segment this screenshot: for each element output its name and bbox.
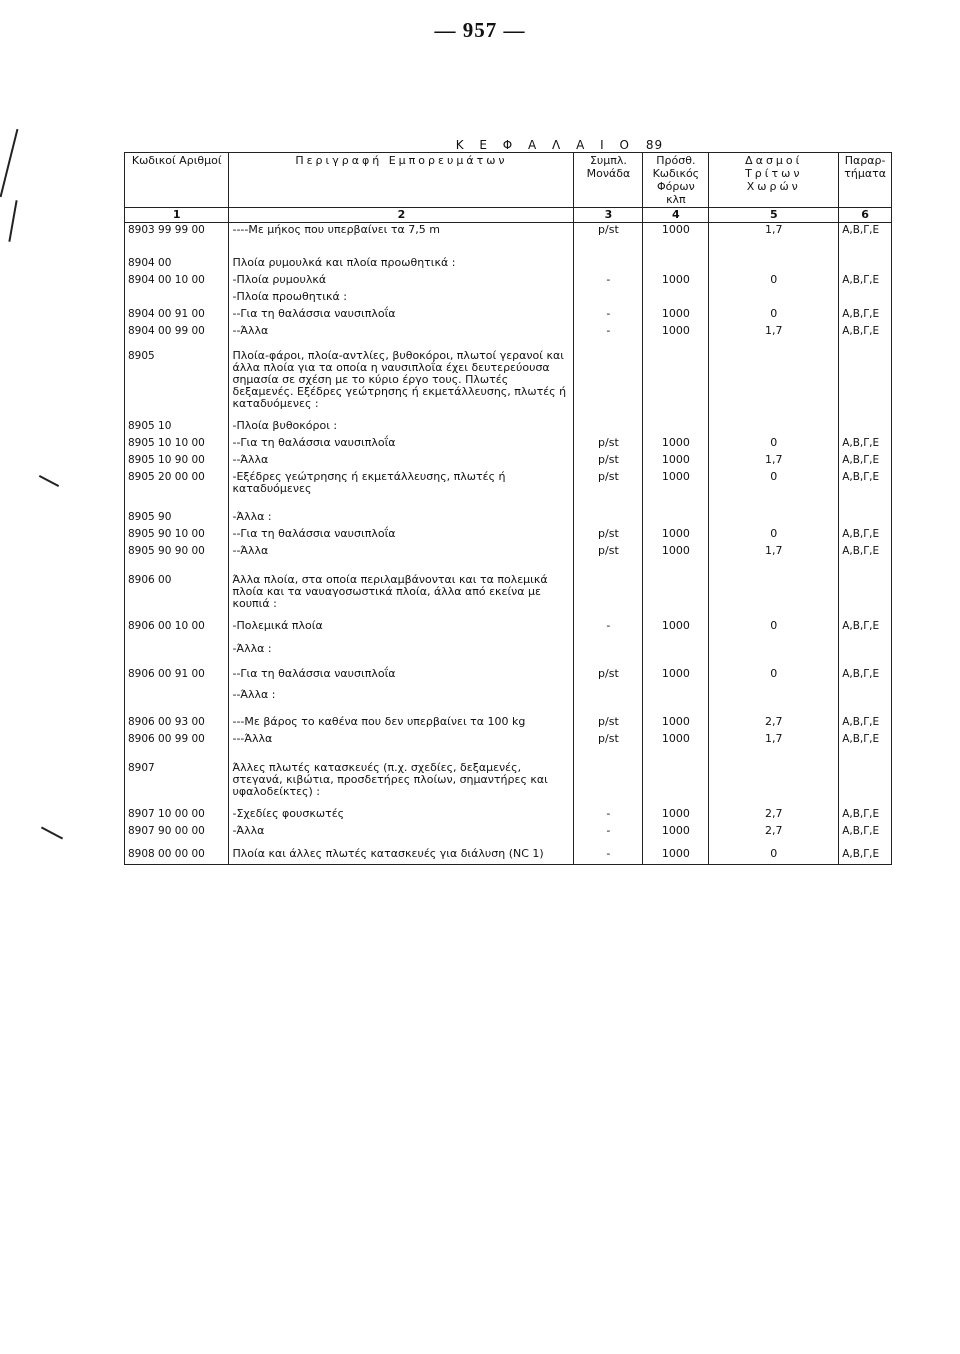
spacer-cell	[229, 240, 574, 256]
spacer-cell	[125, 611, 229, 619]
duty-rate-cell	[709, 256, 839, 273]
spacer-cell	[643, 659, 709, 667]
tariff-code: 8903 99 99 00	[125, 223, 229, 241]
tariff-code: 8908 00 00 00	[125, 847, 229, 865]
tariff-code: 8904 00 91 00	[125, 307, 229, 324]
tariff-code: 8904 00 10 00	[125, 273, 229, 290]
page-number: — 957 —	[434, 18, 526, 42]
description-cell: ----Με μήκος που υπερβαίνει τα 7,5 m	[229, 223, 574, 241]
table-row	[125, 510, 892, 527]
spacer-cell	[574, 240, 643, 256]
notes-cell: Α,Β,Γ,Ε	[839, 847, 892, 865]
table-row	[125, 419, 892, 436]
spacer-cell	[643, 411, 709, 419]
notes-cell	[839, 349, 892, 411]
spacer-cell	[709, 496, 839, 510]
duty-rate-cell: 0	[709, 307, 839, 324]
header-rates-1: Δασμοί	[745, 154, 803, 167]
spacer-cell	[574, 749, 643, 761]
notes-cell	[839, 419, 892, 436]
header-unit-top: Συμπλ.	[589, 154, 627, 167]
unit-cell: p/st	[574, 436, 643, 453]
notes-cell: Α,Β,Γ,Ε	[839, 619, 892, 636]
notes-cell: Α,Β,Γ,Ε	[839, 732, 892, 749]
description-cell: -Άλλα :	[229, 510, 574, 527]
table-row	[125, 223, 892, 241]
tariff-code: 8907	[125, 761, 229, 799]
tariff-table	[124, 138, 892, 865]
notes-cell: Α,Β,Γ,Ε	[839, 324, 892, 341]
notes-cell: Α,Β,Γ,Ε	[839, 273, 892, 290]
tariff-code: 8905 10 10 00	[125, 436, 229, 453]
header-codes: Κωδικοί Αριθμοί	[125, 153, 229, 208]
additional-code-cell: 1000	[643, 807, 709, 824]
spacer-cell	[574, 341, 643, 349]
description-cell: Πλοία και άλλες πλωτές κατασκευές για διάλυση (NC 1)	[229, 847, 574, 865]
row-spacer	[125, 749, 892, 761]
spacer-cell	[709, 705, 839, 715]
unit-cell: -	[574, 307, 643, 324]
description-cell: -Πολεμικά πλοία	[229, 619, 574, 636]
duty-rate-cell: 0	[709, 527, 839, 544]
spacer-cell	[229, 749, 574, 761]
spacer-cell	[643, 799, 709, 807]
unit-cell: p/st	[574, 544, 643, 561]
tariff-code: 8906 00 10 00	[125, 619, 229, 636]
spacer-cell	[709, 341, 839, 349]
header-notes	[839, 153, 892, 208]
header-rates-3: Χωρών	[746, 180, 801, 193]
spacer-cell	[643, 341, 709, 349]
chapter-heading	[125, 138, 892, 153]
duty-rate-cell: 1,7	[709, 223, 839, 241]
table-row	[125, 324, 892, 341]
description-cell: --Για τη θαλάσσια ναυσιπλοΐα	[229, 667, 574, 684]
additional-code-cell: 1000	[643, 470, 709, 496]
table-row	[125, 619, 892, 636]
notes-cell	[839, 573, 892, 611]
spacer-cell	[574, 496, 643, 510]
tariff-code: 8906 00 93 00	[125, 715, 229, 732]
duty-rate-cell: 0	[709, 619, 839, 636]
additional-code-cell	[643, 510, 709, 527]
notes-cell: Α,Β,Γ,Ε	[839, 527, 892, 544]
spacer-cell	[643, 561, 709, 573]
header-notes-2: τήματα	[844, 167, 886, 180]
spacer-cell	[709, 561, 839, 573]
duty-rate-cell: 1,7	[709, 732, 839, 749]
table-row	[125, 544, 892, 561]
spacer-cell	[839, 659, 892, 667]
header-unit	[574, 153, 643, 208]
description-cell: -Εξέδρες γεώτρησης ή εκμετάλλευσης, πλωτές ή καταδυόμενες	[229, 470, 574, 496]
description-cell: --Για τη θαλάσσια ναυσιπλοΐα	[229, 527, 574, 544]
notes-cell: Α,Β,Γ,Ε	[839, 544, 892, 561]
additional-code-cell: 1000	[643, 436, 709, 453]
column-number: 1	[125, 208, 229, 223]
spacer-cell	[125, 411, 229, 419]
description-cell: Πλοία ρυμουλκά και πλοία προωθητικά :	[229, 256, 574, 273]
duty-rate-cell: 1,7	[709, 453, 839, 470]
description-cell: Άλλες πλωτές κατασκευές (π.χ. σχεδίες, δεξαμενές, στεγανά, κιβώτια, προσδετήρες πλοίων, σημαντήρες και υφαλοδείκτες) :	[229, 761, 574, 799]
tariff-code: 8904 00 99 00	[125, 324, 229, 341]
additional-code-cell: 1000	[643, 715, 709, 732]
unit-cell: p/st	[574, 223, 643, 241]
duty-rate-cell: 0	[709, 436, 839, 453]
additional-code-cell	[643, 290, 709, 307]
unit-cell	[574, 349, 643, 411]
scan-mark	[0, 129, 18, 197]
spacer-cell	[229, 411, 574, 419]
tariff-code: 8905 10 90 00	[125, 453, 229, 470]
notes-cell	[839, 642, 892, 659]
duty-rate-cell: 0	[709, 273, 839, 290]
column-number: 6	[839, 208, 892, 223]
description-cell: -Πλοία προωθητικά :	[229, 290, 574, 307]
spacer-cell	[229, 341, 574, 349]
additional-code-cell	[643, 349, 709, 411]
additional-code-cell: 1000	[643, 667, 709, 684]
spacer-cell	[125, 705, 229, 715]
duty-rate-cell	[709, 510, 839, 527]
duty-rate-cell: 2,7	[709, 715, 839, 732]
table-row	[125, 688, 892, 705]
tariff-code	[125, 642, 229, 659]
row-spacer	[125, 705, 892, 715]
additional-code-cell	[643, 573, 709, 611]
tariff-code: 8905 10	[125, 419, 229, 436]
header-additional-code	[643, 153, 709, 208]
spacer-cell	[125, 561, 229, 573]
unit-cell	[574, 573, 643, 611]
notes-cell: Α,Β,Γ,Ε	[839, 307, 892, 324]
spacer-cell	[229, 705, 574, 715]
tariff-code: 8906 00	[125, 573, 229, 611]
unit-cell	[574, 256, 643, 273]
notes-cell: Α,Β,Γ,Ε	[839, 470, 892, 496]
unit-cell	[574, 642, 643, 659]
column-number: 5	[709, 208, 839, 223]
table-row	[125, 715, 892, 732]
notes-cell	[839, 761, 892, 799]
additional-code-cell: 1000	[643, 732, 709, 749]
spacer-cell	[709, 749, 839, 761]
table-row	[125, 732, 892, 749]
table-row	[125, 307, 892, 324]
unit-cell	[574, 510, 643, 527]
spacer-cell	[574, 611, 643, 619]
row-spacer	[125, 659, 892, 667]
notes-cell: Α,Β,Γ,Ε	[839, 715, 892, 732]
tariff-code: 8905 90 10 00	[125, 527, 229, 544]
spacer-cell	[574, 411, 643, 419]
spacer-cell	[839, 799, 892, 807]
table-row	[125, 470, 892, 496]
spacer-cell	[125, 749, 229, 761]
tariff-code: 8906 00 99 00	[125, 732, 229, 749]
unit-cell	[574, 761, 643, 799]
row-spacer	[125, 561, 892, 573]
scan-mark	[39, 475, 59, 487]
header-code-bottom: Φόρων κλπ	[657, 180, 695, 206]
description-cell: -Άλλα :	[229, 642, 574, 659]
tariff-code: 8905 90	[125, 510, 229, 527]
notes-cell	[839, 688, 892, 705]
notes-cell: Α,Β,Γ,Ε	[839, 667, 892, 684]
unit-cell: -	[574, 619, 643, 636]
description-cell: --Άλλα	[229, 544, 574, 561]
row-spacer	[125, 240, 892, 256]
table-row	[125, 824, 892, 841]
unit-cell: p/st	[574, 667, 643, 684]
notes-cell: Α,Β,Γ,Ε	[839, 453, 892, 470]
spacer-cell	[709, 411, 839, 419]
spacer-cell	[839, 411, 892, 419]
table-row	[125, 642, 892, 659]
table-row	[125, 527, 892, 544]
row-spacer	[125, 611, 892, 619]
spacer-cell	[643, 705, 709, 715]
spacer-cell	[839, 749, 892, 761]
duty-rate-cell	[709, 642, 839, 659]
spacer-cell	[229, 799, 574, 807]
header-code-top: Πρόσθ.	[656, 154, 696, 167]
additional-code-cell: 1000	[643, 453, 709, 470]
spacer-cell	[709, 611, 839, 619]
unit-cell	[574, 419, 643, 436]
spacer-cell	[229, 561, 574, 573]
column-number: 3	[574, 208, 643, 223]
tariff-code: 8905	[125, 349, 229, 411]
unit-cell: p/st	[574, 453, 643, 470]
additional-code-cell	[643, 642, 709, 659]
duty-rate-cell: 0	[709, 667, 839, 684]
spacer-cell	[709, 799, 839, 807]
spacer-cell	[125, 799, 229, 807]
tariff-code: 8904 00	[125, 256, 229, 273]
description-cell: --Για τη θαλάσσια ναυσιπλοΐα	[229, 436, 574, 453]
description-cell: ---Με βάρος το καθένα που δεν υπερβαίνει τα 100 kg	[229, 715, 574, 732]
spacer-cell	[643, 611, 709, 619]
additional-code-cell: 1000	[643, 619, 709, 636]
spacer-cell	[125, 659, 229, 667]
unit-cell: -	[574, 847, 643, 865]
duty-rate-cell: 1,7	[709, 324, 839, 341]
additional-code-cell: 1000	[643, 307, 709, 324]
spacer-cell	[229, 611, 574, 619]
notes-cell	[839, 510, 892, 527]
spacer-cell	[839, 705, 892, 715]
duty-rate-cell: 1,7	[709, 544, 839, 561]
spacer-cell	[229, 496, 574, 510]
description-cell: --Άλλα	[229, 453, 574, 470]
additional-code-cell: 1000	[643, 824, 709, 841]
scan-mark	[8, 200, 17, 242]
spacer-cell	[574, 659, 643, 667]
spacer-cell	[125, 496, 229, 510]
spacer-cell	[574, 705, 643, 715]
table-row	[125, 573, 892, 611]
description-cell: ---Άλλα	[229, 732, 574, 749]
additional-code-cell	[643, 419, 709, 436]
unit-cell: -	[574, 324, 643, 341]
header-unit-bottom: Μονάδα	[586, 167, 631, 180]
additional-code-cell: 1000	[643, 847, 709, 865]
table-row	[125, 453, 892, 470]
tariff-code	[125, 688, 229, 705]
description-cell: Πλοία-φάροι, πλοία-αντλίες, βυθοκόροι, πλωτοί γερανοί και άλλα πλοία για τα οποία η ναυσιπλοΐα έχει δευτερεύουσα σημασία σε σχέση με το κύριο έργο τους. Πλωτές δεξαμενές. Εξέδρες γεώτρησης ή εκμετάλλευσης, πλωτές ή καταδυόμενες :	[229, 349, 574, 411]
unit-cell: p/st	[574, 715, 643, 732]
additional-code-cell: 1000	[643, 544, 709, 561]
spacer-cell	[574, 799, 643, 807]
row-spacer	[125, 411, 892, 419]
header-rates-2: Τρίτων	[745, 167, 803, 180]
unit-cell: -	[574, 273, 643, 290]
additional-code-cell	[643, 256, 709, 273]
description-cell: Άλλα πλοία, στα οποία περιλαμβάνονται και τα πολεμικά πλοία και τα ναυαγοσωστικά πλοία, άλλα από εκείνα με κουπιά :	[229, 573, 574, 611]
notes-cell	[839, 290, 892, 307]
table-row	[125, 256, 892, 273]
table-row	[125, 436, 892, 453]
unit-cell	[574, 290, 643, 307]
column-numbers-row	[125, 208, 892, 223]
header-description: Περιγραφή Εμπορευμάτων	[229, 153, 574, 208]
description-cell: --Για τη θαλάσσια ναυσιπλοΐα	[229, 307, 574, 324]
unit-cell	[574, 688, 643, 705]
table-row	[125, 761, 892, 799]
table-row	[125, 807, 892, 824]
duty-rate-cell	[709, 688, 839, 705]
table-row	[125, 667, 892, 684]
spacer-cell	[839, 341, 892, 349]
description-cell: -Πλοία ρυμουλκά	[229, 273, 574, 290]
spacer-cell	[839, 611, 892, 619]
spacer-cell	[709, 240, 839, 256]
table-row	[125, 290, 892, 307]
additional-code-cell	[643, 761, 709, 799]
unit-cell: -	[574, 824, 643, 841]
duty-rate-cell	[709, 349, 839, 411]
spacer-cell	[229, 659, 574, 667]
notes-cell: Α,Β,Γ,Ε	[839, 807, 892, 824]
table-row	[125, 349, 892, 411]
unit-cell: p/st	[574, 527, 643, 544]
row-spacer	[125, 341, 892, 349]
spacer-cell	[643, 749, 709, 761]
spacer-cell	[643, 240, 709, 256]
duty-rate-cell	[709, 419, 839, 436]
additional-code-cell: 1000	[643, 324, 709, 341]
column-number: 4	[643, 208, 709, 223]
chapter-number: 89	[645, 138, 664, 152]
spacer-cell	[839, 240, 892, 256]
header-code-mid: Κωδικός	[652, 167, 700, 180]
tariff-code: 8905 20 00 00	[125, 470, 229, 496]
description-cell: -Σχεδίες φουσκωτές	[229, 807, 574, 824]
additional-code-cell: 1000	[643, 273, 709, 290]
chapter-title: Κ Ε Φ Α Λ Α Ι Ο	[455, 138, 635, 152]
row-spacer	[125, 496, 892, 510]
tariff-code: 8907 10 00 00	[125, 807, 229, 824]
tariff-code: 8907 90 00 00	[125, 824, 229, 841]
unit-cell: -	[574, 807, 643, 824]
spacer-cell	[839, 561, 892, 573]
description-cell: --Άλλα :	[229, 688, 574, 705]
description-cell: -Πλοία βυθοκόροι :	[229, 419, 574, 436]
tariff-code	[125, 290, 229, 307]
header-notes-1: Παραρ-	[844, 154, 886, 167]
notes-cell: Α,Β,Γ,Ε	[839, 223, 892, 241]
notes-cell	[839, 256, 892, 273]
column-number: 2	[229, 208, 574, 223]
spacer-cell	[643, 496, 709, 510]
additional-code-cell: 1000	[643, 527, 709, 544]
table-row	[125, 847, 892, 865]
duty-rate-cell	[709, 761, 839, 799]
duty-rate-cell: 2,7	[709, 824, 839, 841]
spacer-cell	[125, 341, 229, 349]
notes-cell: Α,Β,Γ,Ε	[839, 824, 892, 841]
notes-cell: Α,Β,Γ,Ε	[839, 436, 892, 453]
duty-rate-cell	[709, 573, 839, 611]
tariff-rows	[125, 223, 892, 865]
spacer-cell	[839, 496, 892, 510]
unit-cell: p/st	[574, 732, 643, 749]
row-spacer	[125, 799, 892, 807]
description-cell: -Άλλα	[229, 824, 574, 841]
tariff-code: 8906 00 91 00	[125, 667, 229, 684]
spacer-cell	[574, 561, 643, 573]
duty-rate-cell: 2,7	[709, 807, 839, 824]
description-cell: --Άλλα	[229, 324, 574, 341]
unit-cell: p/st	[574, 470, 643, 496]
duty-rate-cell	[709, 290, 839, 307]
additional-code-cell: 1000	[643, 223, 709, 241]
spacer-cell	[125, 240, 229, 256]
tariff-code: 8905 90 90 00	[125, 544, 229, 561]
duty-rate-cell: 0	[709, 847, 839, 865]
scan-mark	[41, 826, 63, 839]
table-header	[125, 153, 892, 208]
duty-rate-cell: 0	[709, 470, 839, 496]
additional-code-cell	[643, 688, 709, 705]
table-row	[125, 273, 892, 290]
spacer-cell	[709, 659, 839, 667]
header-rates	[709, 153, 839, 208]
